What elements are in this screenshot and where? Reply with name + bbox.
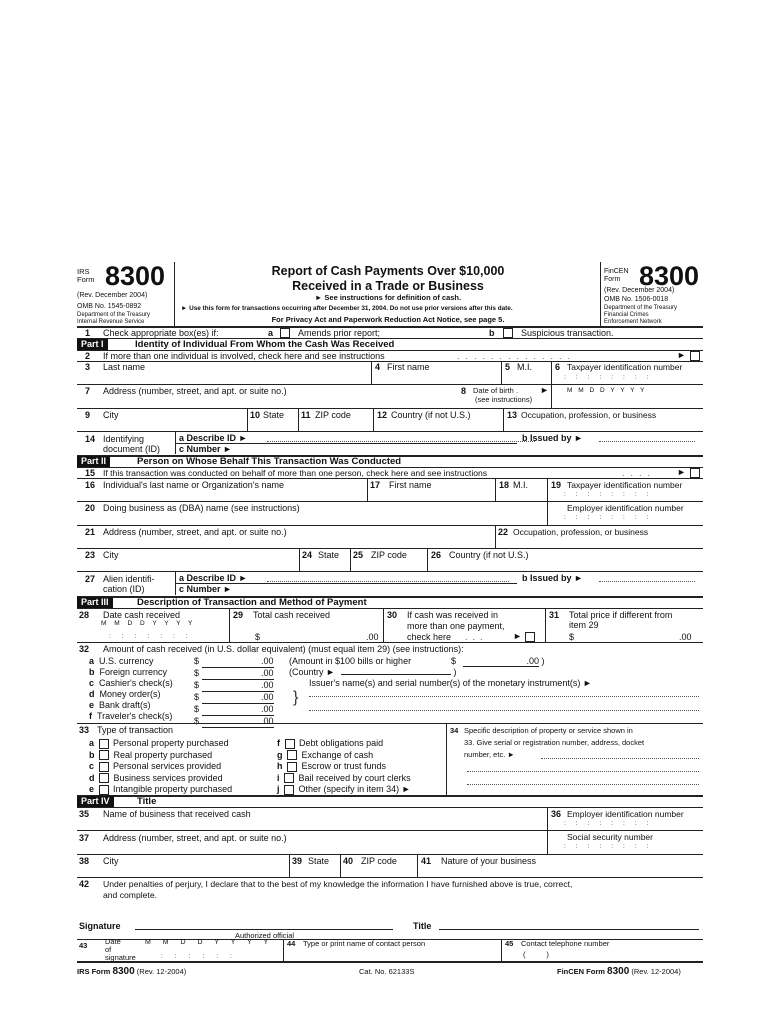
issuer-field-1[interactable] [309, 691, 699, 697]
dob-label: Date of birth . [473, 386, 519, 395]
city-label: City [103, 410, 119, 420]
total-cash-label: Total cash received [253, 610, 331, 620]
type-d-letter: d [89, 772, 95, 783]
amends-prior-report-label: Amends prior report; [298, 328, 381, 338]
money-order-label: Money order(s) [99, 689, 161, 699]
signature-word-label: signature [105, 953, 136, 962]
cash-row-b-letter: b [89, 667, 95, 677]
zip-label: ZIP code [315, 410, 351, 420]
dollar-sign: $ [194, 716, 200, 726]
total-price-label-1: Total price if different from [569, 610, 673, 620]
signature-date-separators: :::::: [161, 953, 244, 960]
business-name-label: Name of business that received cash [103, 809, 251, 819]
ssn-separators: :::::::: [564, 843, 659, 850]
part-3-title: Description of Transaction and Method of Payment [137, 597, 367, 608]
instruction-3: For Privacy Act and Paperwork Reduction Act Notice, see page 5. [271, 315, 505, 324]
amount-zeros: .00 [202, 692, 274, 704]
p4-state-label: State [308, 856, 330, 866]
type-row-f[interactable] [277, 738, 411, 750]
type-f-checkbox[interactable] [285, 739, 295, 749]
cash-amount-c[interactable] [194, 680, 274, 692]
line-12-number: 12 [377, 410, 388, 420]
type-row-e[interactable] [89, 784, 232, 796]
dollar-sign: $ [194, 680, 200, 690]
cash-row-f [89, 711, 173, 722]
type-row-c[interactable] [89, 761, 232, 773]
line-10-number: 10 [250, 410, 261, 420]
part-4-title: Title [137, 796, 157, 807]
line-25-number: 25 [353, 550, 364, 560]
line-15-leader: .... [622, 468, 657, 478]
multi-payment-label-2: more than one payment, [407, 621, 505, 631]
id-label-2: document (ID) [103, 444, 161, 454]
signature-label: Signature [79, 921, 121, 931]
suspicious-transaction-label: Suspicious transaction. [521, 328, 614, 338]
cash-amount-column [194, 656, 274, 728]
description-field-2[interactable] [467, 765, 699, 772]
dept-right-2: Financial Crimes [604, 312, 649, 318]
line-9-number: 9 [85, 410, 91, 420]
line-23-number: 23 [85, 550, 96, 560]
fincen-form-label: FinCEN Form [604, 268, 629, 283]
us-currency-label: U.S. currency [99, 656, 154, 666]
line-2-leader: .............. [457, 351, 577, 361]
line-43-number: 43 [79, 941, 88, 950]
bank-draft-label: Bank draft(s) [99, 700, 151, 710]
perjury-statement-1: Under penalties of perjury, I declare that to the best of my knowledge the information I have furnished above is true, correct, [103, 879, 573, 889]
irs-form-label: IRS Form [77, 267, 95, 284]
type-h-letter: h [277, 761, 283, 771]
type-c-checkbox[interactable] [99, 762, 109, 772]
amount-zeros: .00 [202, 716, 274, 728]
type-row-j[interactable] [277, 784, 411, 796]
contact-phone-label: Contact telephone number [521, 939, 610, 948]
amount-zeros: .00 [202, 668, 274, 680]
footer-fincen-form-number: 8300 [607, 966, 630, 977]
omb-right: OMB No. 1506-0018 [604, 296, 669, 303]
cash-row-e-letter: e [89, 700, 95, 710]
cash-row-f-letter: f [89, 711, 92, 721]
ssn-label: Social security number [567, 832, 653, 842]
total-price-zeros: .00 [679, 632, 692, 642]
p2-issued-by-label: b Issued by ► [522, 573, 583, 583]
line-32-label: Amount of cash received (in U.S. dollar equivalent) (must equal item 29) (see instructions): [103, 644, 464, 654]
describe-id-label: a Describe ID ► [179, 433, 248, 443]
tin-separators: :::::::: [564, 374, 659, 381]
line-2-label: If more than one individual is involved, check here and see instructions [103, 351, 385, 361]
description-label-2: 33. Give serial or registration number, address, docket [464, 738, 645, 747]
part-2-label: Part II [77, 456, 110, 467]
of-label: of [105, 945, 112, 954]
contact-person-label: Type or print name of contact person [303, 939, 426, 948]
footer-irs-form-label: IRS Form [77, 967, 111, 976]
p4-address-label: Address (number, street, and apt. or suite no.) [103, 833, 287, 843]
p2-ein-label: Employer identification number [567, 503, 684, 513]
line-14-number: 14 [85, 434, 96, 444]
p2-describe-id-label: a Describe ID ► [179, 573, 248, 583]
describe-id-field[interactable] [267, 433, 535, 442]
date-received-label: Date cash received [103, 610, 181, 620]
type-h-label: Escrow or trust funds [301, 761, 387, 771]
amount-100-dollar: $ [451, 656, 457, 666]
type-e-label: Intangible property purchased [113, 784, 233, 794]
part-1-label: Part I [77, 339, 108, 350]
line-21-number: 21 [85, 527, 96, 537]
type-j-letter: j [277, 784, 280, 794]
contact-phone-field[interactable]: ( ) [523, 950, 549, 959]
line-4-number: 4 [375, 362, 381, 372]
footer-right [557, 966, 681, 977]
dob-arrow-icon: ► [540, 385, 549, 395]
line-11-number: 11 [301, 410, 311, 420]
line-3-number: 3 [85, 362, 91, 372]
line-45-number: 45 [505, 939, 514, 948]
type-h-checkbox[interactable] [287, 762, 297, 772]
type-row-g[interactable] [277, 750, 411, 762]
line-26-number: 26 [431, 550, 442, 560]
last-name-label: Last name [103, 362, 146, 372]
type-row-h[interactable] [277, 761, 411, 773]
total-cash-zeros: .00 [366, 632, 379, 642]
line-20-number: 20 [85, 503, 96, 513]
transaction-types-left [89, 738, 232, 796]
dept-left-1: Department of the Treasury [77, 312, 151, 318]
type-c-letter: c [89, 761, 95, 771]
mi-label: M.I. [517, 362, 532, 372]
multi-payment-checkbox[interactable] [525, 632, 535, 642]
alien-id-label-1: Alien identifi- [103, 574, 155, 584]
line-39-number: 39 [292, 856, 303, 866]
footer-fincen-rev: (Rev. 12-2004) [631, 967, 681, 976]
line-34-number: 34 [450, 726, 459, 735]
part-3-label: Part III [77, 597, 113, 608]
title-field[interactable] [439, 929, 699, 930]
type-f-letter: f [277, 738, 280, 748]
issued-by-label: b Issued by ► [522, 433, 583, 443]
footer-left [77, 966, 186, 977]
line-19-number: 19 [551, 480, 562, 490]
irs-form-number: 8300 [105, 261, 166, 291]
total-price-label-2: item 29 [569, 620, 599, 630]
title-label: Title [413, 921, 432, 931]
type-b-letter: b [89, 749, 95, 760]
multi-payment-arrow-icon: ► [513, 631, 522, 641]
line-27-number: 27 [85, 574, 96, 584]
amount-zeros: .00 [202, 704, 274, 716]
dollar-sign: $ [194, 692, 200, 702]
line-38-number: 38 [79, 856, 90, 866]
address-label: Address (number, street, and apt. or suite no.) [103, 386, 287, 396]
type-a-letter: a [89, 738, 95, 748]
multi-payment-label-1: If cash was received in [407, 610, 499, 620]
p2-ein-separators: :::::::: [564, 514, 659, 521]
cash-amount-a[interactable] [194, 656, 274, 668]
type-a-label: Personal property purchased [113, 738, 229, 748]
line-22-number: 22 [498, 527, 509, 537]
line-2-arrow-icon: ► [677, 350, 686, 360]
type-f-label: Debt obligations paid [299, 738, 384, 748]
description-label-3: number, etc. ► [464, 750, 515, 759]
occupation-label: Occupation, profession, or business [521, 410, 657, 420]
cash-amount-b[interactable] [194, 668, 274, 680]
p2-country-label: Country (if not U.S.) [449, 550, 529, 560]
type-row-i[interactable] [277, 773, 411, 785]
cash-row-a-letter: a [89, 656, 95, 666]
issuer-field-2[interactable] [309, 705, 699, 711]
form-title-1: Report of Cash Payments Over $10,000 [271, 264, 505, 278]
first-name-label: First name [387, 362, 430, 372]
footer-irs-rev: (Rev. 12-2004) [136, 967, 187, 976]
multi-payment-label-3: check here [407, 632, 452, 642]
cash-amount-f[interactable] [194, 716, 274, 728]
brace-icon: } [293, 689, 299, 706]
line-42-number: 42 [79, 879, 90, 889]
line-32-number: 32 [79, 644, 90, 654]
amount-100-field[interactable]: .00 ) [463, 656, 545, 667]
authorized-official-label: Authorized official [235, 931, 295, 940]
type-row-d[interactable] [89, 773, 232, 785]
rev-right: (Rev. December 2004) [604, 287, 675, 294]
id-label-1: Identifying [103, 434, 145, 444]
signature-date-letters: M M D D Y Y Y Y [145, 939, 274, 946]
country-label: Country (if not U.S.) [391, 410, 471, 420]
amount-100-label: (Amount in $100 bills or higher [289, 656, 412, 666]
p2-zip-label: ZIP code [371, 550, 407, 560]
p2-tin-label: Taxpayer identification number [567, 480, 683, 490]
state-label: State [263, 410, 285, 420]
p4-ein-label: Employer identification number [567, 809, 684, 819]
description-field-1[interactable] [541, 752, 699, 759]
cash-row-c [89, 678, 173, 689]
line-7-number: 7 [85, 386, 91, 396]
multiple-individuals-checkbox[interactable] [690, 351, 700, 361]
dba-label: Doing business as (DBA) name (see instructions) [103, 503, 300, 513]
omb-left: OMB No. 1545-0892 [77, 303, 142, 310]
cash-row-d [89, 689, 173, 700]
p4-zip-label: ZIP code [361, 856, 397, 866]
cash-amount-e[interactable] [194, 704, 274, 716]
dollar-sign: $ [194, 704, 200, 714]
multi-payment-leader: ... [465, 632, 488, 642]
line-15-number: 15 [85, 468, 96, 478]
p2-occupation-label: Occupation, profession, or business [513, 527, 649, 537]
suspicious-transaction-checkbox[interactable] [503, 328, 513, 338]
signature-field[interactable] [135, 929, 393, 930]
instruction-2: ► Use this form for transactions occurring after December 31, 2004. Do not use prior versions after this date. [181, 305, 513, 312]
rev-left: (Rev. December 2004) [77, 292, 148, 299]
dept-left-2: Internal Revenue Service [77, 319, 145, 325]
country-field[interactable]: ) [341, 667, 457, 677]
travelers-check-label: Traveler's check(s) [97, 711, 173, 721]
transaction-types-right [277, 738, 411, 796]
issued-by-field[interactable] [599, 433, 695, 442]
dob-instructions: (see instructions) [475, 395, 533, 404]
type-b-checkbox[interactable] [99, 750, 109, 760]
form-8300 [77, 262, 703, 986]
p2-issued-by-field[interactable] [599, 573, 695, 582]
type-e-letter: e [89, 784, 95, 794]
cash-row-d-letter: d [89, 689, 95, 699]
footer-irs-form-number: 8300 [112, 966, 135, 977]
type-c-label: Personal services provided [113, 761, 222, 771]
description-label-1: Specific description of property or service shown in [464, 726, 633, 735]
p2-id-number-label: c Number ► [179, 584, 232, 594]
line-31-number: 31 [549, 610, 560, 620]
line-8-number: 8 [461, 386, 467, 396]
country-label: (Country ► [289, 667, 335, 677]
issuer-label: Issuer's name(s) and serial number(s) of the monetary instrument(s) ► [309, 678, 592, 688]
date-received-separators: ::::::: [109, 633, 199, 640]
cash-row-c-letter: c [89, 678, 95, 688]
tin-label: Taxpayer identification number [567, 362, 683, 372]
instruction-1: ► See instructions for definition of cash. [314, 293, 462, 302]
line-30-number: 30 [387, 610, 398, 620]
cash-row-e [89, 700, 173, 711]
type-b-label: Real property purchased [113, 749, 213, 760]
line-13-number: 13 [507, 410, 518, 420]
line-41-number: 41 [421, 856, 432, 866]
type-i-checkbox[interactable] [284, 773, 294, 783]
nature-of-business-label: Nature of your business [441, 856, 537, 866]
amount-zeros: .00 [202, 656, 274, 668]
footer-fincen-form-label: FinCEN Form [557, 967, 605, 976]
line-29-number: 29 [233, 610, 244, 620]
line-28-number: 28 [79, 610, 90, 620]
line-16-number: 16 [85, 480, 96, 490]
type-row-a[interactable] [89, 738, 232, 750]
p4-city-label: City [103, 856, 119, 866]
type-j-checkbox[interactable] [284, 785, 294, 795]
type-g-label: Exchange of cash [301, 749, 374, 760]
type-d-checkbox[interactable] [99, 773, 109, 783]
date-received-letters: M M D D Y Y Y Y [101, 620, 196, 627]
cash-row-b [89, 667, 173, 678]
line-44-number: 44 [287, 939, 296, 948]
cash-row-a [89, 656, 173, 667]
type-g-checkbox[interactable] [287, 750, 297, 760]
foreign-currency-label: Foreign currency [99, 667, 168, 677]
part-2-title: Person on Whose Behalf This Transaction Was Conducted [137, 456, 402, 467]
cash-amount-d[interactable] [194, 692, 274, 704]
type-j-label: Other (specify in item 34) ► [298, 784, 411, 794]
multiple-persons-checkbox[interactable] [690, 468, 700, 478]
type-d-label: Business services provided [113, 772, 223, 783]
line-37-number: 37 [79, 833, 90, 843]
type-i-letter: i [277, 772, 280, 783]
line-2-number: 2 [85, 351, 91, 361]
amends-prior-report-checkbox[interactable] [280, 328, 290, 338]
type-i-label: Bail received by court clerks [298, 772, 411, 783]
total-cash-dollar: $ [255, 632, 261, 642]
date-of-signature-label [105, 938, 136, 962]
line-35-number: 35 [79, 809, 90, 819]
id-number-label: c Number ► [179, 444, 232, 454]
date-label: Date [105, 937, 121, 946]
form-title-2: Received in a Trade or Business [292, 279, 484, 293]
line-36-number: 36 [551, 809, 562, 819]
transaction-type-label: Type of transaction [97, 725, 174, 735]
dollar-sign: $ [194, 668, 200, 678]
p2-city-label: City [103, 550, 119, 560]
dept-right-1: Department of the Treasury [604, 305, 678, 311]
part-1-title: Identity of Individual From Whom the Cash Was Received [135, 339, 395, 350]
total-price-dollar: $ [569, 632, 575, 642]
perjury-statement-2: and complete. [103, 890, 157, 900]
line-18-number: 18 [499, 480, 510, 490]
catalog-number: Cat. No. 62133S [359, 967, 415, 976]
line-1-label: Check appropriate box(es) if: [103, 328, 219, 338]
type-row-b[interactable] [89, 750, 232, 762]
fincen-form-number: 8300 [639, 261, 700, 291]
p2-mi-label: M.I. [513, 480, 528, 490]
type-a-checkbox[interactable] [99, 739, 109, 749]
line-24-number: 24 [302, 550, 313, 560]
line-40-number: 40 [343, 856, 354, 866]
line-15-label: If this transaction was conducted on behalf of more than one person, check here and see instructions [103, 468, 488, 478]
p2-describe-id-field[interactable] [267, 573, 509, 582]
cash-type-list [89, 656, 173, 722]
org-name-label: Individual's last name or Organization's name [103, 480, 285, 490]
alien-id-label-2: cation (ID) [103, 584, 145, 594]
p2-state-label: State [318, 550, 340, 560]
dob-date-letters: M M D D Y Y Y Y [567, 387, 647, 394]
type-g-letter: g [277, 749, 283, 760]
line-6-number: 6 [555, 362, 561, 372]
p2-address-label: Address (number, street, and apt. or suite no.) [103, 527, 287, 537]
type-e-checkbox[interactable] [99, 785, 109, 795]
line-15-arrow-icon: ► [677, 467, 686, 477]
line-17-number: 17 [370, 480, 381, 490]
line-1-number: 1 [85, 328, 91, 338]
p2-tin-separators: :::::::: [564, 491, 659, 498]
amount-zeros: .00 [202, 680, 274, 692]
line-1a-letter: a [268, 328, 274, 338]
line-5-number: 5 [505, 362, 511, 372]
amount-100-zeros: .00 [463, 656, 539, 667]
p2-first-name-label: First name [389, 480, 432, 490]
dollar-sign: $ [194, 656, 200, 666]
part-4-label: Part IV [77, 796, 114, 807]
p4-ein-separators: :::::::: [564, 820, 659, 827]
line-33-number: 33 [79, 725, 90, 735]
line-1b-letter: b [489, 328, 495, 338]
description-field-3[interactable] [467, 778, 699, 785]
dept-right-3: Enforcement Network [604, 319, 662, 325]
cashiers-check-label: Cashier's check(s) [99, 678, 173, 688]
